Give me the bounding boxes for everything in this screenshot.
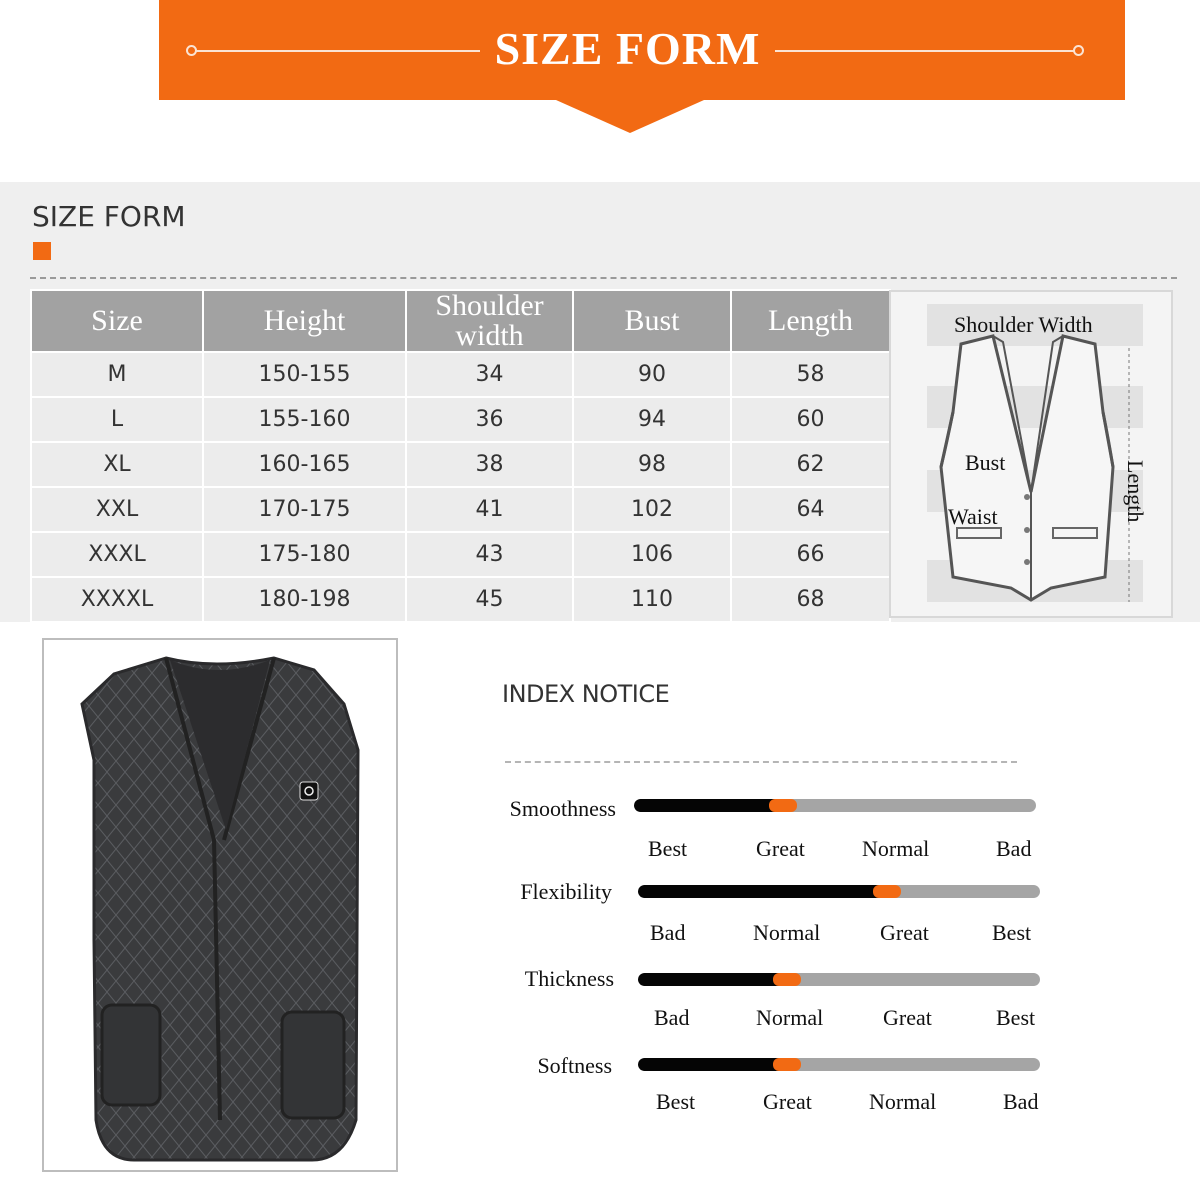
table-row [31,487,890,532]
index-bar-softness [638,1058,1040,1071]
cell-length: 64 [731,487,890,532]
scale-label: Normal [862,836,930,861]
table-row [31,532,890,577]
scale-label: Great [756,836,805,861]
cell-length: 60 [731,397,890,442]
table-row [31,397,890,442]
table-row [31,577,890,622]
cell-shoulder: 36 [406,397,573,442]
cell-bust: 102 [573,487,731,532]
scale-label: Bad [1003,1089,1039,1114]
cell-length: 62 [731,442,890,487]
index-label-softness: Softness [537,1053,612,1078]
scale-label: Bad [650,920,686,945]
scale-label: Best [648,836,688,861]
index-bar-marker [773,973,801,986]
index-label-thickness: Thickness [524,966,614,991]
cell-shoulder: 45 [406,577,573,622]
scale-label: Great [880,920,929,945]
header-height: Height [203,290,406,352]
scale-label: Normal [756,1005,824,1030]
index-bar-marker [873,885,901,898]
index-bar-fill [638,885,887,898]
table-row [31,352,890,397]
diagram-label-length: Length [1123,460,1148,523]
header-length: Length [731,290,890,352]
cell-size: L [31,397,203,442]
cell-bust: 90 [573,352,731,397]
banner-line-right [775,50,1080,52]
scale-label: Normal [753,920,821,945]
banner-dot-left-icon [186,45,197,56]
cell-height: 170-175 [203,487,406,532]
cell-bust: 110 [573,577,731,622]
cell-shoulder: 41 [406,487,573,532]
scale-label: Best [992,920,1032,945]
size-table-header-row [31,290,890,352]
index-label-flexibility: Flexibility [520,879,612,904]
index-bar-marker [769,799,797,812]
index-bar-fill [638,973,787,986]
cell-shoulder: 38 [406,442,573,487]
cell-size: XXXXL [31,577,203,622]
index-bar-smoothness [634,799,1036,812]
cell-length: 68 [731,577,890,622]
size-table [30,289,891,623]
header-shoulder-width: Shoulder width [406,290,573,352]
cell-length: 58 [731,352,890,397]
index-bar-flexibility [638,885,1040,898]
banner-dot-right-icon [1073,45,1084,56]
diagram-label-waist: Waist [948,504,998,529]
scale-label: Bad [996,836,1032,861]
cell-height: 150-155 [203,352,406,397]
cell-height: 180-198 [203,577,406,622]
diagram-label-bust: Bust [965,450,1006,475]
header-size: Size [31,290,203,352]
cell-height: 155-160 [203,397,406,442]
cell-height: 160-165 [203,442,406,487]
scale-label: Great [763,1089,812,1114]
banner-arrow [556,100,704,133]
index-label-smoothness: Smoothness [509,796,616,821]
cell-shoulder: 34 [406,352,573,397]
scale-label: Best [996,1005,1036,1030]
index-dashed-divider [505,761,1017,763]
index-bar-marker [773,1058,801,1071]
diagram-label-shoulder-width: Shoulder Width [954,312,1093,337]
orange-square-icon [33,242,51,260]
index-bar-fill [638,1058,787,1071]
scale-label: Best [656,1089,696,1114]
cell-bust: 98 [573,442,731,487]
cell-length: 66 [731,532,890,577]
cell-shoulder: 43 [406,532,573,577]
index-bar-thickness [638,973,1040,986]
cell-bust: 94 [573,397,731,442]
banner-title: SIZE FORM [494,23,761,74]
vest-outline-icon [891,292,1171,616]
cell-size: XXL [31,487,203,532]
cell-size: XL [31,442,203,487]
scale-label: Great [883,1005,932,1030]
cell-bust: 106 [573,532,731,577]
vest-measurement-diagram [889,290,1173,618]
scale-label: Bad [654,1005,690,1030]
dashed-divider [30,277,1177,279]
heated-vest-icon [44,640,396,1170]
banner-line-left [190,50,480,52]
index-notice-title: INDEX NOTICE [502,680,670,708]
size-form-title: SIZE FORM [32,200,186,233]
vest-product-photo [42,638,398,1172]
table-row [31,442,890,487]
scale-label: Normal [869,1089,937,1114]
header-bust: Bust [573,290,731,352]
cell-size: XXXL [31,532,203,577]
cell-height: 175-180 [203,532,406,577]
cell-size: M [31,352,203,397]
index-bar-fill [634,799,783,812]
